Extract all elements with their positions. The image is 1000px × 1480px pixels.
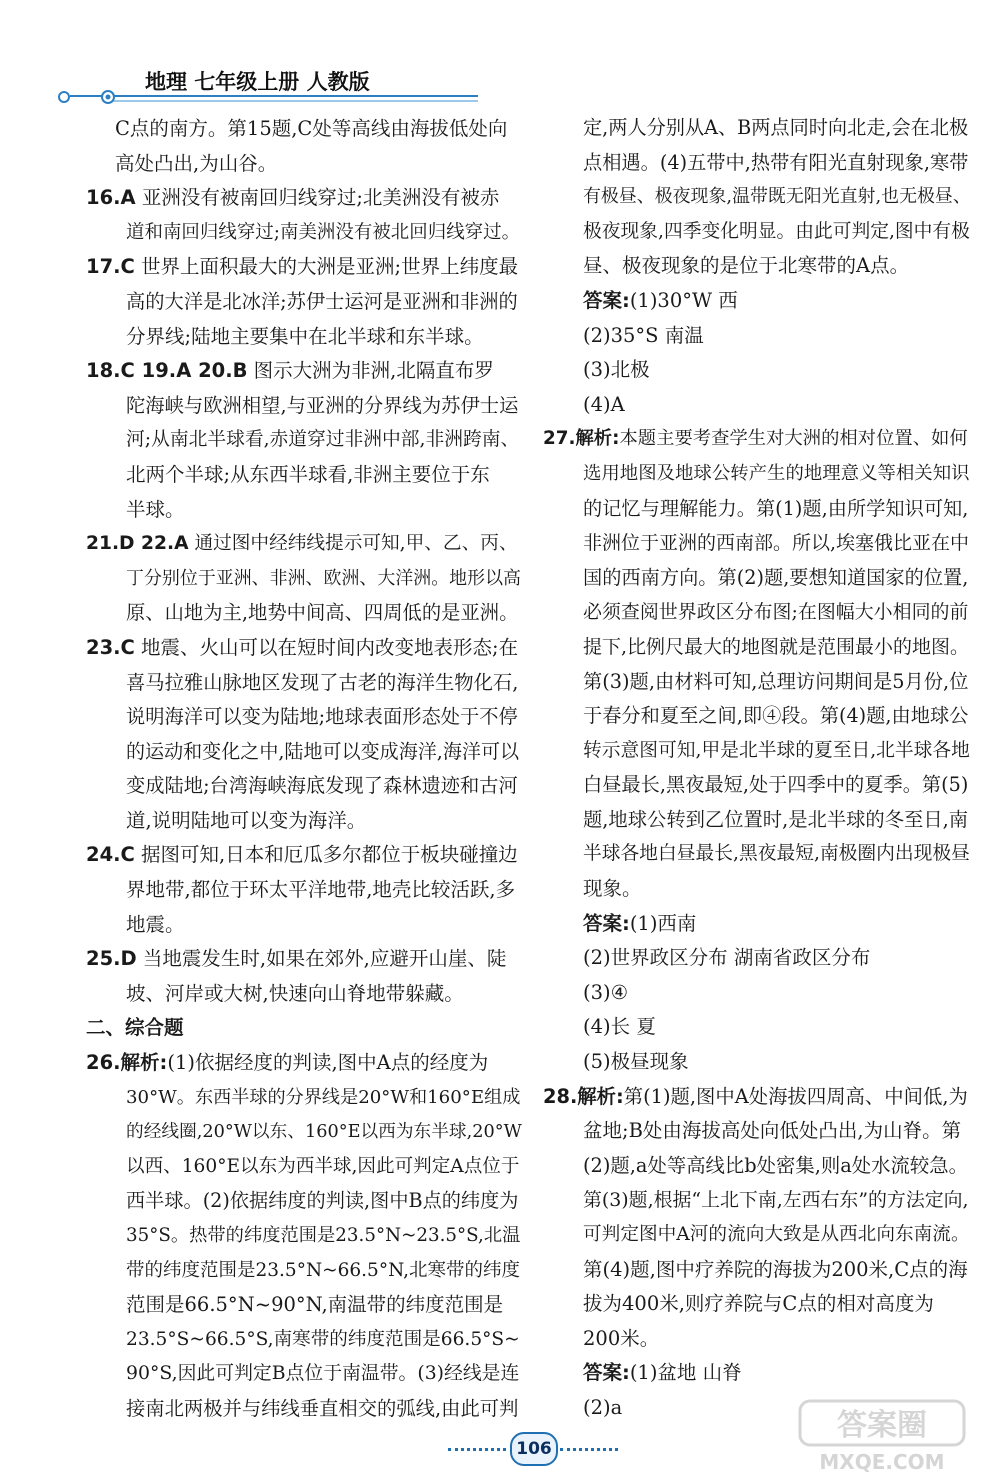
line-text: 拔为400米,则疗养院与C点的相对高度为 xyxy=(583,1292,934,1316)
line-text: 可判定图中A河的流向大致是从西北向东南流。 xyxy=(583,1224,970,1245)
line-text: 现象。 xyxy=(583,877,642,901)
text-line xyxy=(543,1253,968,1288)
line-text: (1)盆地 山脊 xyxy=(629,1361,742,1385)
line-text: 丁分别位于亚洲、非洲、欧洲、大洋洲。地形以高 xyxy=(126,567,521,589)
text-line xyxy=(86,1254,518,1289)
text-line xyxy=(86,493,518,528)
left-column xyxy=(86,112,522,1427)
text-line xyxy=(543,734,968,769)
line-text: 带的纬度范围是23.5°N~66.5°N,北寒带的纬度 xyxy=(126,1259,520,1281)
text-line xyxy=(543,1218,968,1253)
text-line xyxy=(543,353,968,388)
text-line xyxy=(86,216,521,251)
line-text: 喜马拉雅山脉地区发现了古老的海洋生物化石, xyxy=(126,670,519,694)
line-text: 原、山地为主,地势中间高、四周低的是亚洲。 xyxy=(126,601,519,625)
right-column xyxy=(543,111,971,1426)
text-line xyxy=(86,1150,518,1185)
text-line xyxy=(543,180,971,215)
text-line xyxy=(543,768,968,803)
text-line xyxy=(543,1045,968,1080)
text-line xyxy=(86,354,518,389)
line-text: 地震。 xyxy=(126,912,185,936)
line-text: 必须查阅世界政区分布图;在图幅大小相同的前 xyxy=(583,601,969,624)
book-title: 地理 七年级上册 人教版 xyxy=(145,70,370,94)
question-number: 17.C xyxy=(86,255,135,279)
line-text: (2)题,a处等高线比b处密集,则a处水流较急。 xyxy=(583,1153,968,1177)
line-text: 23.5°S~66.5°S,南寒带的纬度范围是66.5°S~ xyxy=(126,1328,520,1350)
line-text: (2)35°S 南温 xyxy=(583,323,704,347)
line-text: 盆地;B处由海拔高处向低处凸出,为山脊。第 xyxy=(583,1119,962,1143)
line-text: 道,说明陆地可以变为海洋。 xyxy=(126,808,367,832)
text-line xyxy=(86,1323,518,1358)
text-line xyxy=(543,1010,968,1045)
line-text: 通过图中经纬线提示可知,甲、乙、丙、 xyxy=(188,533,518,555)
line-text: 北两个半球;从东西半球看,非洲主要位于东 xyxy=(126,462,490,486)
text-line xyxy=(543,1149,968,1184)
line-text: (1)30°W 西 xyxy=(629,288,738,312)
question-number: 27. xyxy=(543,428,576,450)
page-footer xyxy=(448,1430,618,1470)
text-line xyxy=(543,595,968,630)
answer-label: 解析: xyxy=(577,1084,624,1108)
line-text: 亚洲没有被南回归线穿过;北美洲没有被赤 xyxy=(135,186,500,210)
text-line xyxy=(543,1287,968,1322)
line-text: 的运动和变化之中,陆地可以变成海洋,海洋可以 xyxy=(126,740,520,763)
line-text: 的经线圈,20°W以东、160°E以西为东半球,20°W xyxy=(126,1122,522,1143)
line-text: (1)西南 xyxy=(629,911,697,935)
text-line xyxy=(86,1392,518,1427)
line-text: 的记忆与理解能力。第(1)题,由所学知识可知, xyxy=(583,496,969,520)
line-text: 说明海洋可以变为陆地;地球表面形态处于不停 xyxy=(126,705,518,729)
line-text: 第(3)题,根据“上北下南,左西右东”的方法定向, xyxy=(583,1189,969,1212)
line-text: 提下,比例尺最大的地图就是范围最小的地图。 xyxy=(583,635,970,658)
line-text: 30°W。东西半球的分界线是20°W和160°E组成 xyxy=(126,1086,521,1108)
line-text: 第(3)题,由材料可知,总理访问期间是5月份,位 xyxy=(583,669,969,693)
text-line xyxy=(86,562,521,597)
text-line xyxy=(543,699,968,734)
text-line xyxy=(86,769,518,804)
section-heading: 二、综合题 xyxy=(86,1016,184,1040)
text-line xyxy=(86,112,518,147)
line-text: 于春分和夏至之间,即④段。第(4)题,由地球公 xyxy=(583,704,969,728)
text-line xyxy=(86,147,518,182)
question-number: 18.C 19.A 20.B xyxy=(86,359,248,383)
text-line xyxy=(86,389,518,424)
line-text: 西半球。(2)依据纬度的判读,图中B点的纬度为 xyxy=(126,1189,519,1213)
line-text: 白昼最长,黑夜最短,处于四季中的夏季。第(5) xyxy=(583,773,969,797)
text-line xyxy=(86,631,518,666)
text-line xyxy=(543,284,968,319)
line-text: 半球。 xyxy=(126,497,185,521)
question-number: 21.D 22.A xyxy=(86,533,189,555)
text-line xyxy=(543,1356,968,1391)
text-line xyxy=(543,976,968,1011)
line-text: 200米。 xyxy=(583,1326,660,1350)
text-line xyxy=(86,735,518,770)
text-line xyxy=(86,250,518,285)
text-line xyxy=(543,1183,968,1218)
line-text: 河;从南北半球看,赤道穿过非洲中部,非洲跨南、 xyxy=(126,429,520,451)
line-text: 陀海峡与欧洲相望,与亚洲的分界线为苏伊士运 xyxy=(126,393,519,417)
svg-text:MXQE.COM: MXQE.COM xyxy=(819,1450,945,1474)
answer-label: 答案: xyxy=(583,1361,630,1385)
line-text: C点的南方。第15题,C处等高线由海拔低处向 xyxy=(115,117,508,140)
line-text: (2)世界政区分布 湖南省政区分布 xyxy=(583,946,871,970)
text-line xyxy=(543,457,968,492)
text-line xyxy=(86,458,518,493)
text-line xyxy=(86,873,518,908)
text-line xyxy=(543,526,968,561)
text-line xyxy=(543,1114,968,1149)
question-number: 26. xyxy=(86,1051,121,1075)
line-text: 变成陆地;台湾海峡海底发现了森林遗迹和古河 xyxy=(126,774,518,798)
text-line xyxy=(543,561,968,596)
line-text: (2)a xyxy=(583,1395,623,1419)
text-line xyxy=(543,665,968,700)
text-line xyxy=(543,907,968,942)
text-line xyxy=(543,941,968,976)
line-text: 半球各地白昼最长,黑夜最短,南极圈内出现极昼 xyxy=(583,843,970,865)
line-text: 当地震发生时,如果在郊外,应避开山崖、陡 xyxy=(136,947,507,971)
line-text: 昼、极夜现象的是位于北寒带的A点。 xyxy=(583,254,910,278)
line-text: 以西、160°E以东为西半球,因此可判定A点位于 xyxy=(126,1155,520,1177)
line-text: 选用地图及地球公转产生的地理意义等相关知识 xyxy=(583,462,970,484)
text-line xyxy=(86,1011,518,1046)
line-text: 范围是66.5°N~90°N,南温带的纬度范围是 xyxy=(126,1293,504,1317)
text-line xyxy=(543,803,968,838)
line-text: 高的大洋是北冰洋;苏伊士运河是亚洲和非洲的 xyxy=(126,289,518,313)
question-number: 24.C xyxy=(86,843,135,867)
text-line xyxy=(86,1046,518,1081)
line-text: 界地带,都位于环太平洋地带,地壳比较活跃,多 xyxy=(126,878,516,902)
text-line xyxy=(86,1219,521,1254)
line-text: 接南北两极并与纬线垂直相交的弧线,由此可判 xyxy=(126,1396,519,1420)
text-line xyxy=(543,1322,968,1357)
line-text: (5)极昼现象 xyxy=(583,1050,689,1074)
text-line xyxy=(86,942,518,977)
text-line xyxy=(86,977,518,1012)
line-text: 第(1)题,图中A处海拔四周高、中间低,为 xyxy=(623,1084,968,1108)
text-line xyxy=(543,111,968,146)
line-text: (3)④ xyxy=(583,980,629,1004)
line-text: 定,两人分别从A、B两点同时向北走,会在北极 xyxy=(583,116,969,139)
text-line xyxy=(86,527,518,562)
answer-label: 答案: xyxy=(583,288,630,312)
line-text: 地震、火山可以在短时间内改变地表形态;在 xyxy=(134,635,519,659)
line-text: (4)长 夏 xyxy=(583,1015,656,1039)
line-text: 本题主要考查学生对大洲的相对位置、如何 xyxy=(619,428,968,450)
footer-dots-right xyxy=(560,1448,618,1451)
text-line xyxy=(543,872,968,907)
line-text: 极夜现象,四季变化明显。由此可判定,图中有极 xyxy=(583,220,970,242)
text-line xyxy=(86,838,518,873)
line-text: 90°S,因此可判定B点位于南温带。(3)经线是连 xyxy=(126,1363,520,1385)
question-number: 23.C xyxy=(86,635,135,659)
line-text: 道和南回归线穿过;南美洲没有被北回归线穿过。 xyxy=(126,221,521,243)
text-line xyxy=(543,630,968,665)
line-text: (4)A xyxy=(583,392,625,416)
svg-text:答案圈: 答案圈 xyxy=(837,1408,927,1443)
text-line xyxy=(86,181,518,216)
text-line xyxy=(543,492,968,527)
line-text: 转示意图可知,甲是北半球的夏至日,北半球各地 xyxy=(583,739,970,761)
text-line xyxy=(543,249,968,284)
text-line xyxy=(543,422,968,457)
question-number: 25.D xyxy=(86,947,137,971)
answer-label: 解析: xyxy=(120,1051,168,1075)
text-line xyxy=(86,666,518,701)
line-text: 世界上面积最大的大洲是亚洲;世界上纬度最 xyxy=(134,255,519,279)
text-line xyxy=(86,1115,522,1150)
line-text: 图示大洲为非洲,北隔直布罗 xyxy=(247,359,494,383)
page-number: 106 xyxy=(510,1432,558,1466)
answer-label: 解析: xyxy=(575,428,620,450)
line-text: (1)依据经度的判读,图中A点的经度为 xyxy=(167,1051,489,1075)
text-line xyxy=(86,423,518,458)
watermark-logo xyxy=(780,1395,980,1475)
answer-label: 答案: xyxy=(583,911,630,935)
text-line xyxy=(86,1184,518,1219)
line-text: 35°S。热带的纬度范围是23.5°N~23.5°S,北温 xyxy=(126,1225,521,1246)
line-text: 据图可知,日本和厄瓜多尔都位于板块碰撞边 xyxy=(134,843,518,867)
text-line xyxy=(543,215,968,250)
line-text: 国的西南方向。第(2)题,要想知道国家的位置, xyxy=(583,565,969,589)
text-line xyxy=(86,1081,521,1116)
header-decoration xyxy=(50,90,480,106)
text-line xyxy=(86,908,518,943)
text-line xyxy=(543,319,968,354)
line-text: 坡、河岸或大树,快速向山脊地带躲藏。 xyxy=(126,981,464,1005)
text-line xyxy=(543,1080,968,1115)
line-text: 点相遇。(4)五带中,热带有阳光直射现象,寒带 xyxy=(583,150,969,174)
text-line xyxy=(86,1357,518,1392)
line-text: 非洲位于亚洲的西南部。所以,埃塞俄比亚在中 xyxy=(583,532,970,555)
text-line xyxy=(86,700,518,735)
footer-dots-left xyxy=(448,1448,506,1451)
page-header xyxy=(50,62,480,112)
text-line xyxy=(86,320,518,355)
text-line xyxy=(86,804,518,839)
text-line xyxy=(86,1288,518,1323)
question-number: 16.A xyxy=(86,186,136,210)
line-text: (3)北极 xyxy=(583,358,650,382)
text-line xyxy=(543,146,968,181)
line-text: 高处凸出,为山谷。 xyxy=(115,151,278,175)
text-line xyxy=(86,285,518,320)
question-number: 28. xyxy=(543,1084,578,1108)
line-text: 第(4)题,图中疗养院的海拔为200米,C点的海 xyxy=(583,1257,968,1281)
line-text: 分界线;陆地主要集中在北半球和东半球。 xyxy=(126,324,484,348)
text-line xyxy=(86,596,518,631)
line-text: 题,地球公转到乙位置时,是北半球的冬至日,南 xyxy=(583,807,969,831)
line-text: 有极昼、极夜现象,温带既无阳光直射,也无极昼、 xyxy=(583,186,971,208)
text-line xyxy=(543,388,968,423)
text-line xyxy=(543,837,968,872)
